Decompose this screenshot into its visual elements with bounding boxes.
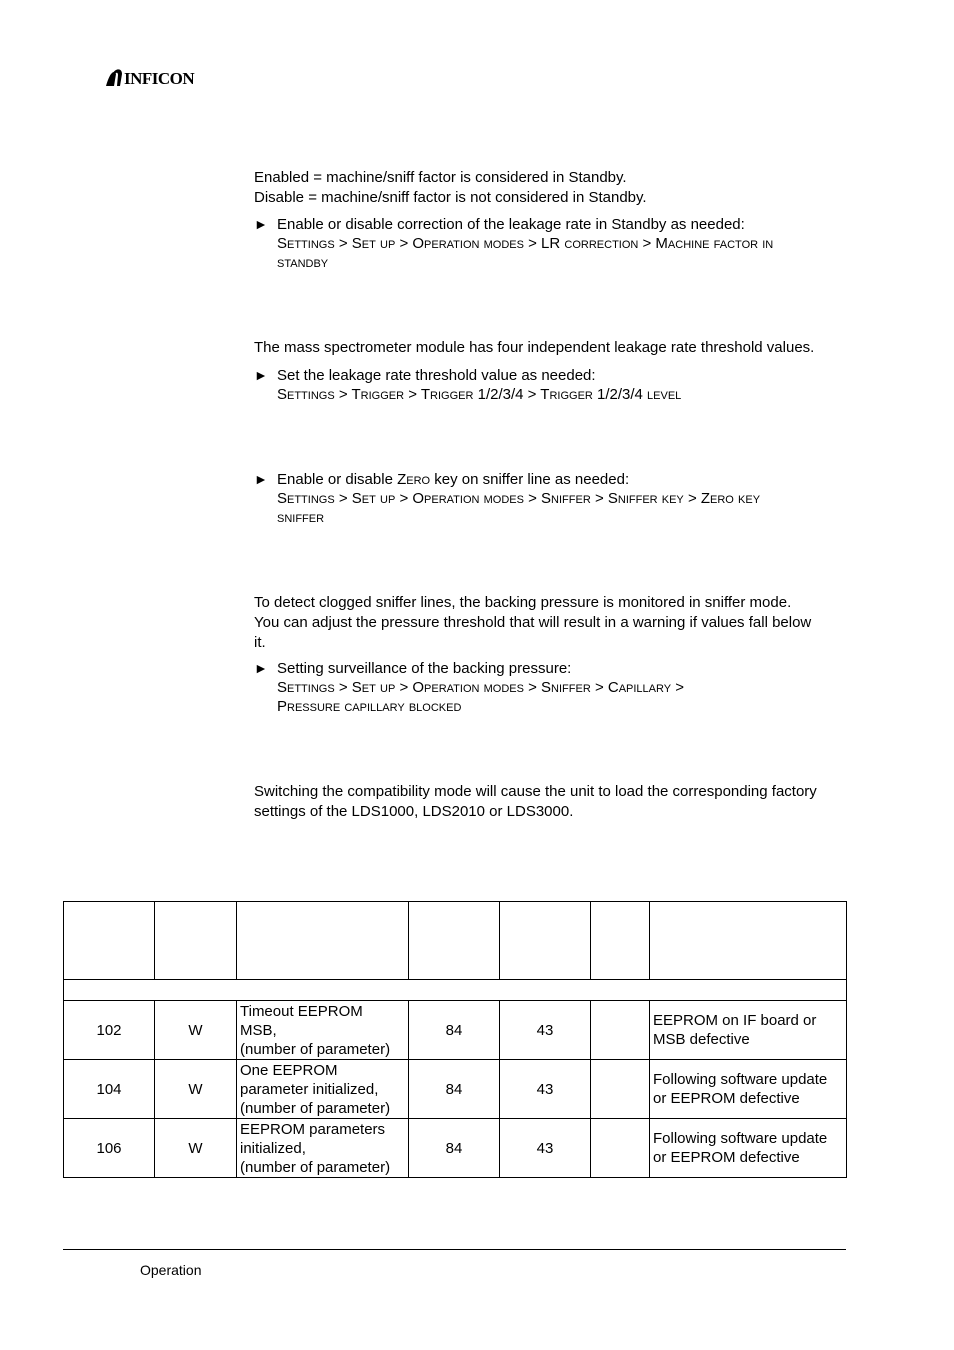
cause-line: Following software update [653,1130,828,1147]
zero-key-path-line-1: Settings > Set up > Operation modes > Sniffer > Sniffer key > Zero key [277,490,761,507]
message-line: Timeout EEPROM [240,1002,363,1020]
error-cause [650,1001,847,1060]
standby-menu-path [277,234,854,272]
standby-enabled-text: Enabled = machine/sniff factor is considered in Standby. [254,169,627,186]
message-line: EEPROM parameters [240,1120,386,1138]
value-3 [591,1001,650,1060]
trigger-intro: The mass spectrometer module has four independent leakage rate threshold values. [254,339,815,356]
standby-step [254,215,854,272]
header-cell [237,902,409,980]
inficon-logo [104,66,204,90]
header-cell [591,902,650,980]
message-line: (number of parameter) [240,1040,391,1058]
error-code: 106 [64,1119,155,1178]
error-message [237,1001,409,1060]
zero-key-text-b: key on sniffer line as needed: [430,471,630,488]
message-line: One EEPROM [240,1061,338,1079]
table-row [64,1060,847,1119]
zero-key-text-sc: Zero [397,471,431,488]
value-3 [591,1119,650,1178]
zero-key-path-line-2: sniffer [277,509,325,526]
cause-line: EEPROM on IF board or [653,1012,817,1029]
backing-pressure-intro [254,593,845,653]
backing-pressure-menu-path [277,678,854,716]
error-type: W [155,1001,237,1060]
value-3 [591,1060,650,1119]
cause-line: or EEPROM defective [653,1090,800,1107]
backing-pressure-path-line-1: Settings > Set up > Operation modes > Sniffer > Capillary > [277,679,685,696]
inficon-logo-icon [104,66,204,90]
backing-pressure-step [254,659,854,716]
backing-pressure-path-line-2: Pressure capillary blocked [277,698,462,715]
standby-disabled-text: Disable = machine/sniff factor is not considered in Standby. [254,189,647,206]
value-2: 43 [500,1060,591,1119]
backing-pressure-step-text: Setting surveillance of the backing pressure: [277,660,572,677]
standby-path-line-2: standby [277,254,329,271]
compatibility-line-2: settings of the LDS1000, LDS2010 or LDS3000. [254,803,574,820]
value-1: 84 [409,1001,500,1060]
backing-pressure-line-2: You can adjust the pressure threshold that will result in a warning if values fall below [254,614,812,631]
standby-path-line-1: Settings > Set up > Operation modes > LR correction > Machine factor in [277,235,774,252]
error-type: W [155,1060,237,1119]
message-line: initialized, [240,1139,306,1157]
step-arrow-icon: ► [254,216,268,232]
error-table [63,901,847,1178]
table-header-row [64,902,847,980]
error-cause [650,1119,847,1178]
step-arrow-icon: ► [254,660,268,676]
value-1: 84 [409,1119,500,1178]
trigger-step [254,366,854,404]
message-line: parameter initialized, [240,1080,379,1098]
table-group-row [64,980,847,1001]
message-line: (number of parameter) [240,1099,391,1117]
footer-divider [63,1249,846,1250]
trigger-menu-path [277,385,854,404]
value-2: 43 [500,1001,591,1060]
value-1: 84 [409,1060,500,1119]
error-type: W [155,1119,237,1178]
error-message [237,1060,409,1119]
table-row [64,1119,847,1178]
trigger-step-text: Set the leakage rate threshold value as needed: [277,367,596,384]
zero-key-text-a: Enable or disable [277,471,398,488]
header-cell [155,902,237,980]
backing-pressure-line-1: To detect clogged sniffer lines, the backing pressure is monitored in sniffer mode. [254,594,792,611]
header-cell [409,902,500,980]
compatibility-line-1: Switching the compatibility mode will cause the unit to load the corresponding factory [254,783,817,800]
error-cause [650,1060,847,1119]
zero-key-step-text [277,470,854,489]
step-arrow-icon: ► [254,471,268,487]
cause-line: Following software update [653,1071,828,1088]
value-2: 43 [500,1119,591,1178]
cause-line: MSB defective [653,1031,750,1048]
zero-key-step [254,470,854,527]
compatibility-text [254,782,845,822]
zero-key-menu-path [277,489,854,527]
logo-text: INFICON [124,69,195,88]
header-cell [500,902,591,980]
message-line: MSB, [240,1021,277,1039]
trigger-path-line-1: Settings > Trigger > Trigger 1/2/3/4 > Trigger 1/2/3/4 level [277,386,682,403]
error-code: 102 [64,1001,155,1060]
standby-description [254,168,845,208]
header-cell [650,902,847,980]
header-cell [64,902,155,980]
group-cell [64,980,847,1001]
backing-pressure-line-3: it. [254,634,266,651]
footer-section-name: Operation [140,1262,202,1278]
error-message [237,1119,409,1178]
message-line: (number of parameter) [240,1158,391,1176]
step-arrow-icon: ► [254,367,268,383]
standby-step-text: Enable or disable correction of the leakage rate in Standby as needed: [277,216,745,233]
cause-line: or EEPROM defective [653,1149,800,1166]
error-code: 104 [64,1060,155,1119]
table-row [64,1001,847,1060]
